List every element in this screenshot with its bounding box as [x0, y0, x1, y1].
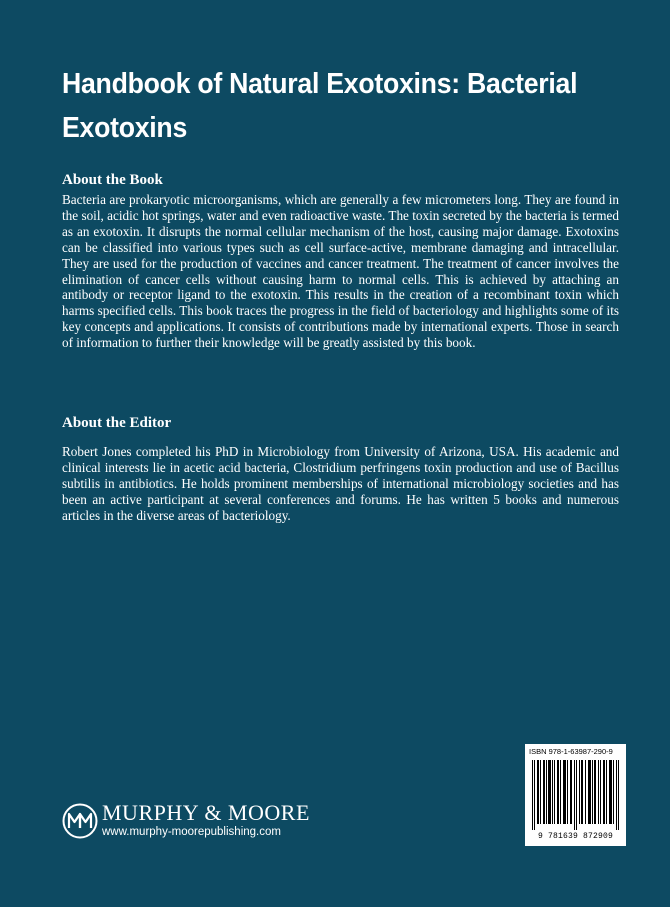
book-title: [62, 62, 614, 150]
barcode: [525, 744, 626, 846]
about-book-text: Bacteria are prokaryotic microorganisms, which are generally a few micrometers long. They are found in the soil, acidic hot springs, water and even radioactive waste. The toxin secreted by the bacteria is termed as an exotoxin. It disrupts the normal cellular mechanism of the host, causing major damage. Exotoxins can be classified into various types such as cell surface-active, membrane damaging and intracellular. They are used for the production of vaccines and cancer treatment. The treatment of cancer involves the elimination of cancer cells without causing harm to normal cells. This is achieved by attaching an antibody or receptor ligand to the exotoxin. This results in the creation of a recombinant toxin which harms specified cells. This book traces the progress in the field of bacteriology and highlights some of its key concepts and applications. It consists of contributions made by international experts. Those in search of information to further their knowledge will be greatly assisted by this book.: [62, 192, 619, 351]
book-title-line1: Handbook of Natural Exotoxins: Bacterial: [62, 68, 578, 100]
isbn-label: ISBN 978-1-63987-290-9: [529, 747, 613, 756]
mm-logo-icon: [62, 803, 98, 839]
barcode-digits: 9 781639 872909: [537, 832, 613, 841]
publisher-logo: [62, 798, 362, 843]
publisher-name: MURPHY & MOORE: [102, 800, 310, 825]
book-title-line2: Exotoxins: [62, 112, 188, 144]
barcode-bars: [530, 760, 621, 830]
publisher-url: www.murphy-moorepublishing.com: [102, 826, 281, 838]
about-book-heading: About the Book: [62, 172, 163, 188]
about-editor-text: Robert Jones completed his PhD in Microbiology from University of Arizona, USA. His academic and clinical interests lie in acetic acid bacteria, Clostridium perfringens toxin production and use of Bacillus subtilis in antibiotics. He holds prominent memberships of international microbiology societies and has been an active participant at several conferences and forums. He has written 5 books and numerous articles in the diverse areas of bacteriology.: [62, 444, 619, 523]
about-editor-heading: About the Editor: [62, 415, 172, 431]
